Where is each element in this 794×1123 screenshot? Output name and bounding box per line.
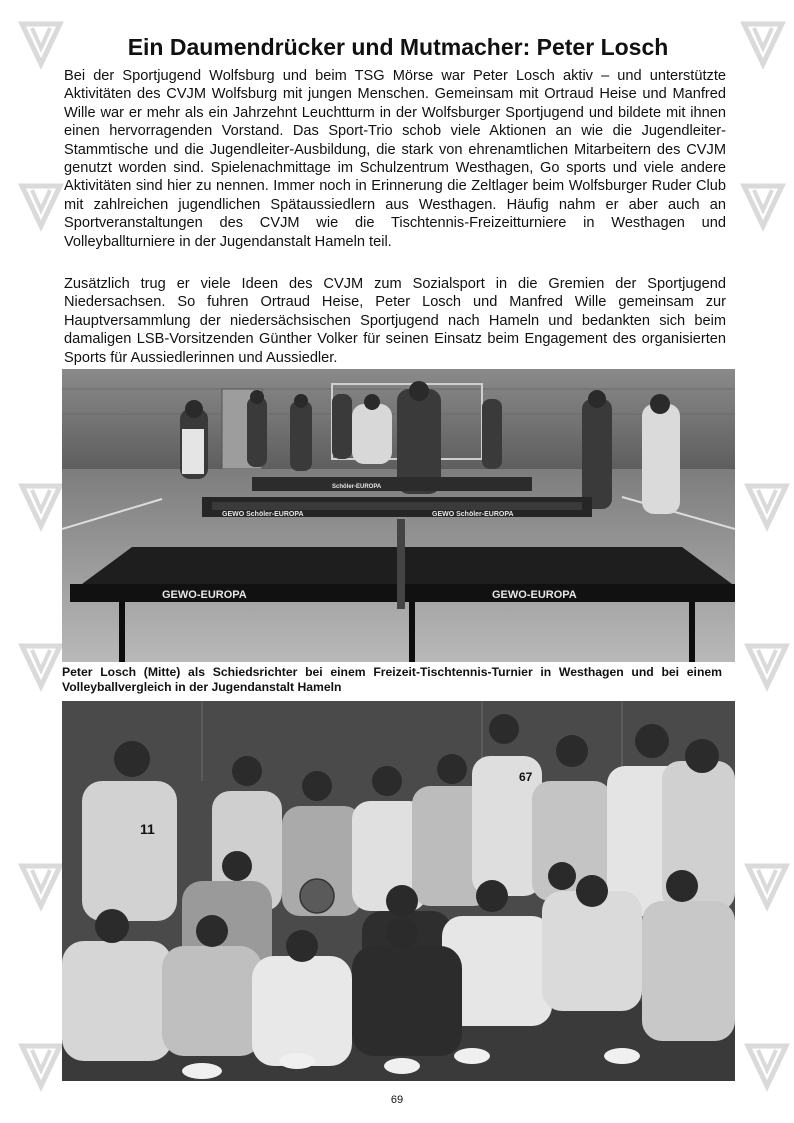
watermark-logo-icon bbox=[18, 640, 64, 692]
watermark-logo-icon bbox=[18, 18, 64, 70]
jersey-number-1: 11 bbox=[140, 821, 155, 837]
body-paragraph-1: Bei der Sportjugend Wolfsburg und beim TSG Mörse war Peter Losch aktiv – und unterstützte Aktivitäten des CVJM Wolfsburg mit jungen Menschen. Gemeinsam mit Ortraud Heise und Manfred Wille war er mehr als ein Jahrzehnt Leuchtturm in der Wolfsburger Sportjugend und bildete mit ihnen einen hervorragenden Vorstand. Das Sport-Trio schob viele Aktionen an wie die Jugendleiter-Stammtische und die Jugendleiter-Ausbildung, die stark von ehrenamtlichen Mitarbeitern des CVJM genutzt worden sind. Spielenachmittage im Schulzentrum Westhagen, Go sports und viele andere Aktivitäten sind hier zu nennen. Immer noch in Erinnerung die Zeltlager beim Wolfsburger Ruder Club mit zahlreichen jugendlichen Spätaussiedlern aus Westhagen. Häufig nahm er aber auch an Sportveranstaltungen des CVJM wie die Tischtennis-Freizeitturniere in Westhagen und Volleyballturniere in der Jugendanstalt Hameln teil. bbox=[64, 68, 726, 250]
jersey-number-2: 67 bbox=[519, 770, 533, 784]
table-label-front-left: GEWO-EUROPA bbox=[162, 589, 247, 601]
watermark-logo-icon bbox=[744, 860, 790, 912]
watermark-logo-icon bbox=[744, 1040, 790, 1092]
watermark-logo-icon bbox=[18, 860, 64, 912]
watermark-logo-icon bbox=[744, 480, 790, 532]
watermark-logo-icon bbox=[18, 180, 64, 232]
watermark-logo-icon bbox=[744, 640, 790, 692]
watermark-logo-icon bbox=[18, 1040, 64, 1092]
page-number: 69 bbox=[390, 1094, 404, 1106]
photo-volleyball-group bbox=[62, 701, 735, 1081]
page-title: Ein Daumendrücker und Mutmacher: Peter Losch bbox=[127, 34, 669, 60]
watermark-logo-icon bbox=[740, 180, 786, 232]
table-label-back: Schöler-EUROPA bbox=[332, 484, 382, 490]
table-label-front-right: GEWO-EUROPA bbox=[492, 589, 577, 601]
watermark-logo-icon bbox=[18, 480, 64, 532]
photo-table-tennis-tournament bbox=[62, 369, 735, 662]
body-paragraph-2: Zusätzlich trug er viele Ideen des CVJM zum Sozialsport in die Gremien der Sportjugend Niedersachsen. So fuhren Ortraud Heise, Peter Losch und Manfred Wille gemeinsam zur Hauptversammlung der niedersächsischen Sportjugend nach Hameln und bedankten sich beim damaligen LSB-Vorsitzenden Günther Volker für seinen Einsatz beim Engagement des organisierten Sports für Aussiedlerinnen und Aussiedler. bbox=[64, 276, 726, 366]
watermark-logo-icon bbox=[740, 18, 786, 70]
table-label-mid-right: GEWO Schöler-EUROPA bbox=[432, 511, 514, 518]
photo-caption: Peter Losch (Mitte) als Schiedsrichter bei einem Freizeit-Tischtennis-Turnier in Westhagen und bei einem Volleyballvergleich in der Jugendanstalt Hameln bbox=[62, 665, 722, 695]
table-label-mid-left: GEWO Schöler-EUROPA bbox=[222, 511, 304, 518]
